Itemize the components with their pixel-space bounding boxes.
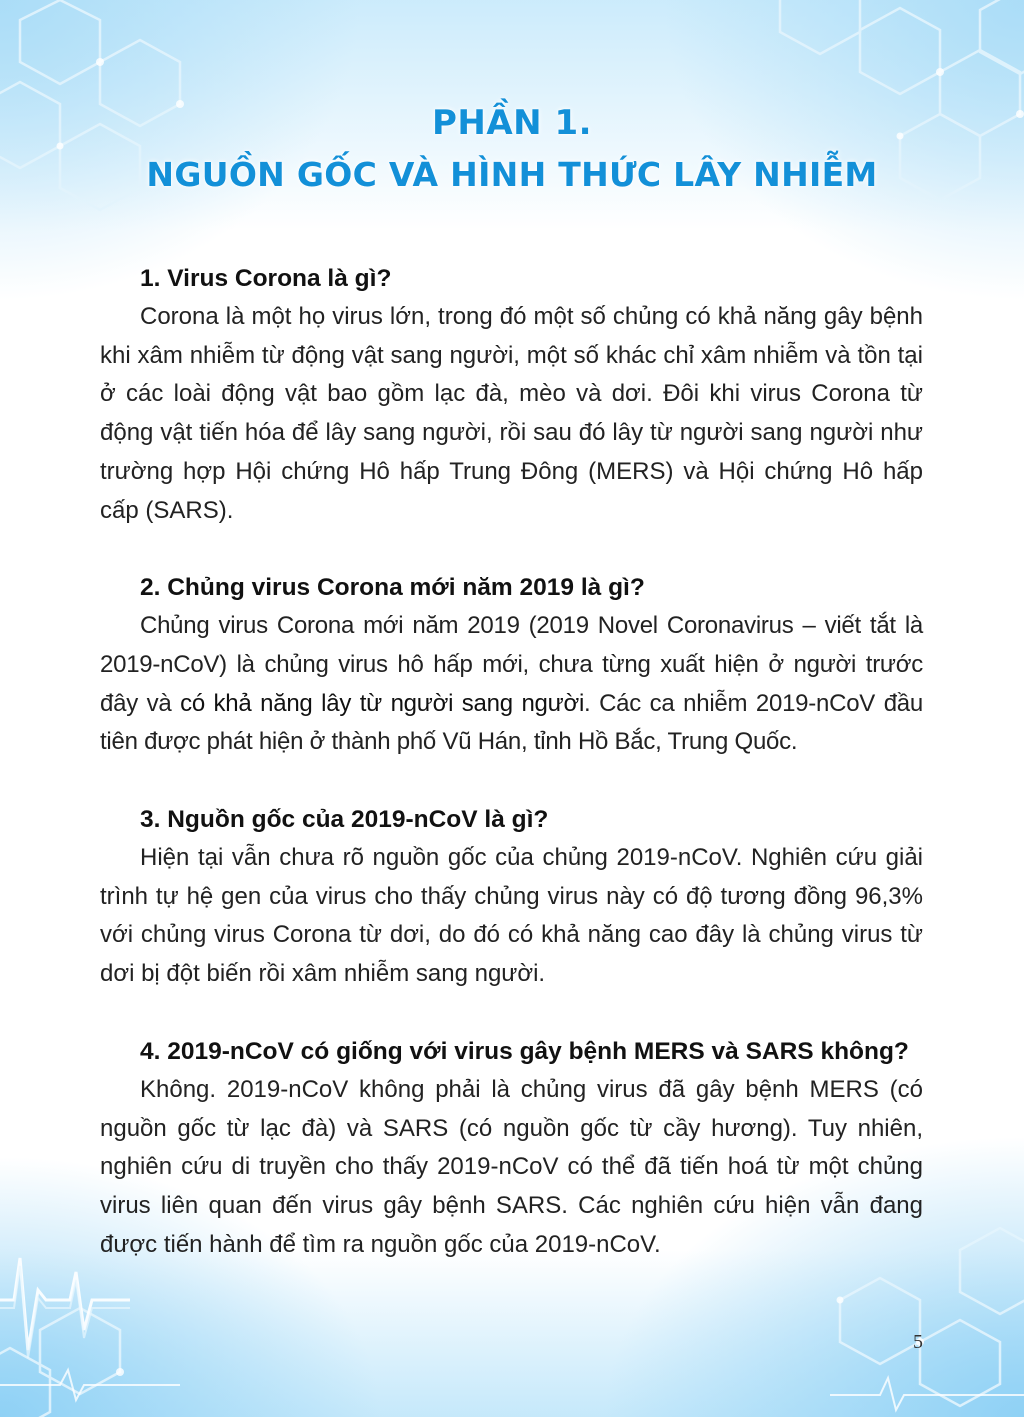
- paragraph-text: . Các ca nhiễm 2019-nCoV đầu tiên được phát hiện ở thành phố Vũ Hán, tỉnh Hồ Bắc, Trung Quốc.: [100, 689, 923, 756]
- part-heading: PHẦN 1.: [431, 103, 593, 143]
- section-heading: 2. Chủng virus Corona mới năm 2019 là gì?: [140, 574, 645, 602]
- section-novel-coronavirus: [100, 569, 923, 762]
- section-paragraph: Không. 2019-nCoV không phải là chủng virus đã gây bệnh MERS (có nguồn gốc từ lạc đà) và SARS (có nguồn gốc từ cầy hương). Tuy nhiên, nghiên cứu di truyền cho thấy 2019-nCoV có thể đã tiến hoá từ một chủng virus liên quan đến virus gây bệnh SARS. Các nghiên cứu hiện vẫn đang được tiến hành để tìm ra nguồn gốc của 2019-nCoV.: [100, 1075, 923, 1258]
- page-title: [0, 100, 1024, 200]
- main-content: [100, 260, 923, 1303]
- section-paragraph: Corona là một họ virus lớn, trong đó một số chủng có khả năng gây bệnh khi xâm nhiễm từ động vật sang người, một số khác chỉ xâm nhiễm và tồn tại ở các loài động vật bao gồm lạc đà, mèo và dơi. Đôi khi virus Corona từ động vật tiến hóa để lây sang người, rồi sau đó lây từ người sang người như trường hợp Hội chứng Hô hấp Trung Đông (MERS) và Hội chứng Hô hấp cấp (SARS).: [100, 303, 923, 524]
- section-heading: 3. Nguồn gốc của 2019-nCoV là gì?: [140, 806, 549, 834]
- section-origin: [100, 801, 923, 994]
- paragraph-text: Chủng virus Corona mới năm 2019 (2019 Novel Coronavirus – viết tắt là 2019-nCoV) là chủng virus hô hấp mới, chưa từng xuất hiện ở người trước đây và: [100, 612, 923, 717]
- chapter-heading: NGUỒN GỐC VÀ HÌNH THỨC LÂY NHIỄM: [146, 155, 878, 194]
- section-paragraph: [100, 607, 923, 762]
- section-mers-sars-comparison: [100, 1033, 923, 1265]
- section-what-is-corona: [100, 260, 923, 530]
- page-number: 5: [913, 1331, 923, 1353]
- section-paragraph: Hiện tại vẫn chưa rõ nguồn gốc của chủng 2019-nCoV. Nghiên cứu giải trình tự hệ gen của virus cho thấy chủng virus này có độ tương đồng 96,3% với chủng virus Corona từ dơi, do đó có khả năng cao đây là chủng virus từ dơi bị đột biến rồi xâm nhiễm sang người.: [100, 844, 923, 988]
- highlighted-text: có khả năng lây từ người sang người: [180, 689, 585, 717]
- section-heading: 1. Virus Corona là gì?: [140, 265, 392, 292]
- section-heading: 4. 2019-nCoV có giống với virus gây bệnh MERS và SARS không?: [140, 1037, 909, 1065]
